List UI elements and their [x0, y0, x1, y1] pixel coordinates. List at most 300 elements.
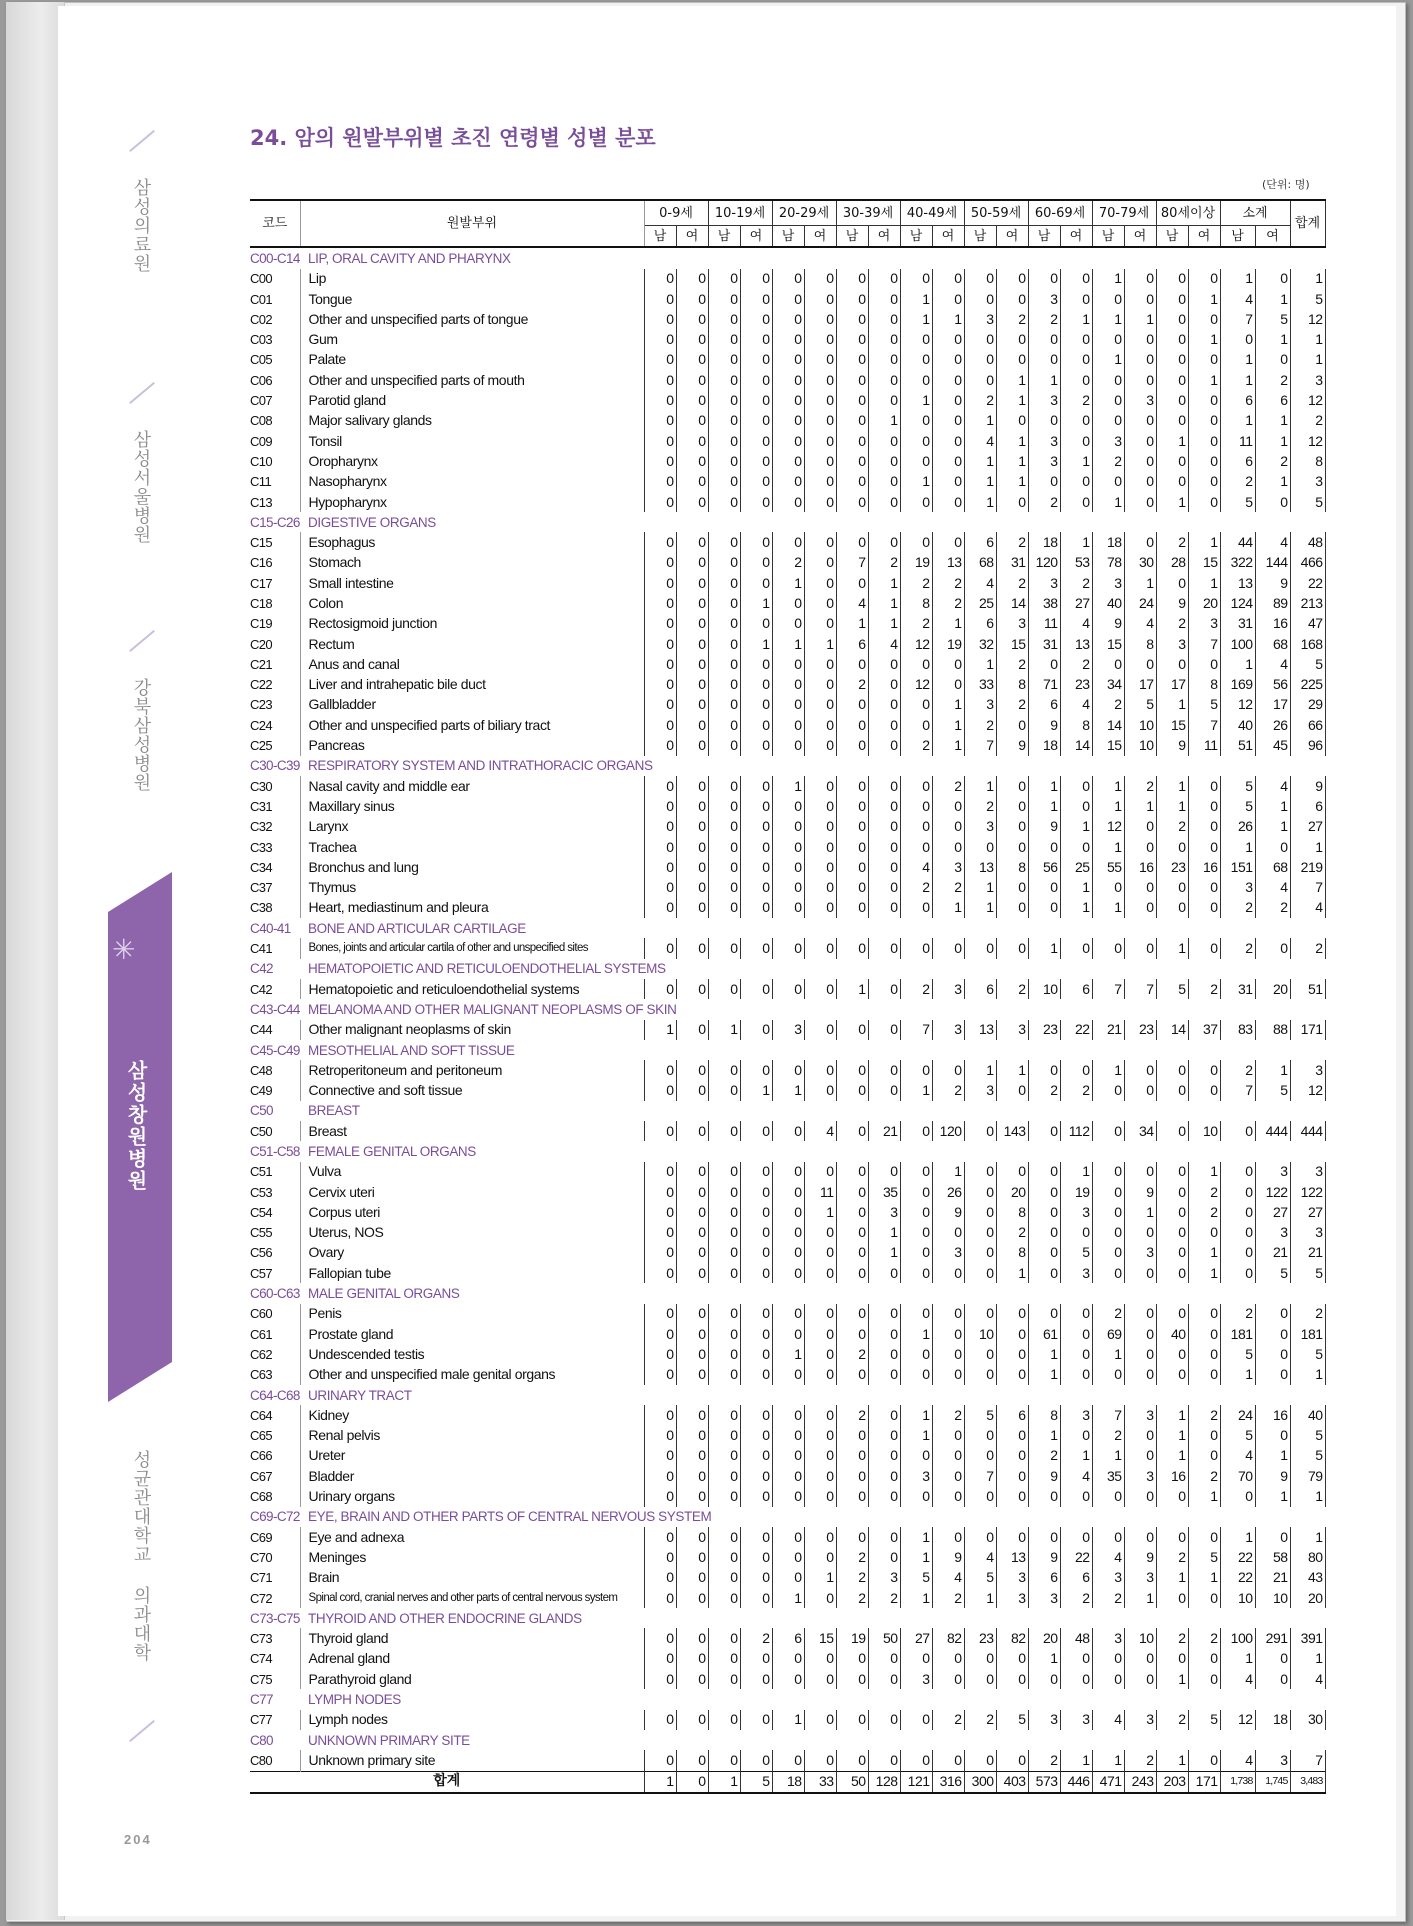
count-cell: 0: [996, 1426, 1028, 1446]
count-cell: 7: [1220, 309, 1255, 329]
site-name: Tongue: [300, 289, 644, 309]
group-title: BREAST: [308, 1103, 360, 1119]
table-row: [250, 1060, 1325, 1080]
count-cell: 2: [836, 675, 868, 695]
count-cell: 0: [836, 1121, 868, 1141]
count-cell: 0: [1124, 1324, 1156, 1344]
site-code: C37: [250, 878, 300, 898]
count-cell: 0: [772, 1060, 804, 1080]
count-cell: 14: [1156, 1020, 1188, 1040]
count-cell: 0: [804, 269, 836, 289]
table-row: [250, 492, 1325, 512]
count-cell: 0: [1092, 1080, 1124, 1100]
table-row: [250, 431, 1325, 451]
count-cell: 3: [1255, 1750, 1290, 1771]
count-cell: 0: [1060, 1669, 1092, 1689]
header-male: 남: [964, 226, 996, 248]
site-code: C10: [250, 451, 300, 471]
count-cell: 1: [1028, 1426, 1060, 1446]
count-cell: 0: [836, 1162, 868, 1182]
count-cell: 0: [740, 1446, 772, 1466]
site-name: Larynx: [300, 817, 644, 837]
count-cell: 0: [804, 817, 836, 837]
site-name: Urinary organs: [300, 1486, 644, 1506]
count-cell: 8: [996, 1202, 1028, 1222]
count-cell: 0: [804, 1588, 836, 1608]
count-cell: 0: [708, 1628, 740, 1648]
count-cell: 40: [1220, 715, 1255, 735]
site-code: C34: [250, 857, 300, 877]
count-cell: 0: [1028, 411, 1060, 431]
group-title: LIP, ORAL CAVITY AND PHARYNX: [308, 250, 511, 266]
count-cell: 9: [1290, 776, 1325, 796]
count-cell: 11: [1028, 614, 1060, 634]
count-cell: 3: [1220, 878, 1255, 898]
group-row: [250, 1608, 1325, 1628]
table-row: [250, 1365, 1325, 1385]
count-cell: 0: [932, 1669, 964, 1689]
count-cell: 0: [804, 1426, 836, 1446]
total-cell: 18: [772, 1771, 804, 1793]
count-cell: 5: [1188, 1547, 1220, 1567]
count-cell: 3: [996, 1588, 1028, 1608]
count-cell: 0: [964, 1527, 996, 1547]
count-cell: 122: [1255, 1182, 1290, 1202]
group-title: MELANOMA AND OTHER MALIGNANT NEOPLASMS OF SKIN: [308, 1001, 677, 1017]
count-cell: 1: [900, 1547, 932, 1567]
count-cell: 0: [932, 837, 964, 857]
count-cell: 5: [1188, 695, 1220, 715]
count-cell: 19: [900, 553, 932, 573]
count-cell: 0: [1060, 1324, 1092, 1344]
count-cell: 8: [1290, 451, 1325, 471]
count-cell: 0: [932, 1223, 964, 1243]
count-cell: 0: [1092, 472, 1124, 492]
count-cell: 31: [1220, 614, 1255, 634]
count-cell: 1: [1156, 1426, 1188, 1446]
count-cell: 11: [1188, 735, 1220, 755]
count-cell: 0: [1028, 654, 1060, 674]
count-cell: 0: [708, 1588, 740, 1608]
count-cell: 0: [868, 938, 900, 958]
site-name: Parotid gland: [300, 390, 644, 410]
count-cell: 1: [836, 979, 868, 999]
count-cell: 0: [1188, 350, 1220, 370]
header-female: 여: [1124, 226, 1156, 248]
count-cell: 0: [1092, 1121, 1124, 1141]
count-cell: 171: [1290, 1020, 1325, 1040]
count-cell: 0: [1188, 472, 1220, 492]
count-cell: 0: [868, 329, 900, 349]
site-code: C51: [250, 1162, 300, 1182]
count-cell: 0: [1028, 1304, 1060, 1324]
count-cell: 12: [900, 634, 932, 654]
count-cell: 58: [1255, 1547, 1290, 1567]
site-code: C11: [250, 472, 300, 492]
count-cell: 7: [964, 1466, 996, 1486]
count-cell: 0: [644, 1223, 676, 1243]
count-cell: 1: [900, 309, 932, 329]
site-name: Nasopharynx: [300, 472, 644, 492]
count-cell: 0: [900, 411, 932, 431]
count-cell: 0: [644, 898, 676, 918]
count-cell: 0: [996, 938, 1028, 958]
count-cell: 0: [644, 1750, 676, 1771]
header-age-group: 50-59세: [964, 200, 1028, 226]
count-cell: 44: [1220, 532, 1255, 552]
group-row: [250, 1730, 1325, 1750]
count-cell: 0: [868, 1750, 900, 1771]
count-cell: 0: [804, 1547, 836, 1567]
count-cell: 0: [804, 675, 836, 695]
count-cell: 0: [740, 370, 772, 390]
count-cell: 0: [1156, 1527, 1188, 1547]
count-cell: 2: [740, 1628, 772, 1648]
count-cell: 0: [932, 411, 964, 431]
site-code: C19: [250, 614, 300, 634]
count-cell: 10: [1255, 1588, 1290, 1608]
count-cell: 0: [836, 1020, 868, 1040]
count-cell: 2: [1188, 979, 1220, 999]
count-cell: 0: [836, 269, 868, 289]
count-cell: 0: [804, 695, 836, 715]
page-title: 24. 암의 원발부위별 초진 연령별 성별 분포: [250, 126, 656, 150]
count-cell: 2: [1028, 1080, 1060, 1100]
count-cell: 2: [964, 1710, 996, 1730]
count-cell: 0: [900, 1304, 932, 1324]
count-cell: 0: [900, 532, 932, 552]
table-row: [250, 979, 1325, 999]
count-cell: 3: [1028, 1588, 1060, 1608]
count-cell: 3: [996, 1568, 1028, 1588]
count-cell: 0: [964, 1202, 996, 1222]
count-cell: 0: [1028, 329, 1060, 349]
count-cell: 0: [740, 938, 772, 958]
count-cell: 1: [1188, 1486, 1220, 1506]
site-code: C30: [250, 776, 300, 796]
count-cell: 0: [1156, 472, 1188, 492]
count-cell: 0: [1220, 1486, 1255, 1506]
count-cell: 0: [740, 735, 772, 755]
count-cell: 0: [996, 1344, 1028, 1364]
count-cell: 0: [1028, 1202, 1060, 1222]
count-cell: 122: [1290, 1182, 1325, 1202]
header-female: 여: [932, 226, 964, 248]
count-cell: 1: [1092, 776, 1124, 796]
count-cell: 0: [676, 938, 708, 958]
count-cell: 96: [1290, 735, 1325, 755]
count-cell: 22: [1060, 1020, 1092, 1040]
count-cell: 0: [996, 269, 1028, 289]
count-cell: 9: [1092, 614, 1124, 634]
group-code: C77: [250, 1692, 273, 1708]
site-code: C05: [250, 350, 300, 370]
count-cell: 0: [1188, 878, 1220, 898]
count-cell: 1: [1290, 1486, 1325, 1506]
count-cell: 1: [1255, 289, 1290, 309]
count-cell: 0: [1255, 1649, 1290, 1669]
table-row: [250, 1121, 1325, 1141]
count-cell: 3: [1124, 1243, 1156, 1263]
count-cell: 43: [1290, 1568, 1325, 1588]
count-cell: 0: [836, 431, 868, 451]
count-cell: 0: [1124, 1649, 1156, 1669]
divider-slash: [129, 630, 155, 652]
count-cell: 0: [676, 634, 708, 654]
count-cell: 0: [1156, 1243, 1188, 1263]
count-cell: 1: [1156, 1669, 1188, 1689]
count-cell: 0: [1124, 654, 1156, 674]
count-cell: 0: [676, 1466, 708, 1486]
count-cell: 0: [708, 573, 740, 593]
count-cell: 0: [1255, 1669, 1290, 1689]
count-cell: 0: [708, 1649, 740, 1669]
count-cell: 0: [644, 614, 676, 634]
table-row: [250, 1446, 1325, 1466]
count-cell: 5: [1156, 979, 1188, 999]
count-cell: 0: [932, 329, 964, 349]
count-cell: 4: [1060, 614, 1092, 634]
count-cell: 1: [772, 634, 804, 654]
count-cell: 14: [996, 593, 1028, 613]
count-cell: 34: [1092, 675, 1124, 695]
count-cell: 0: [1156, 1060, 1188, 1080]
count-cell: 0: [964, 1162, 996, 1182]
count-cell: 4: [868, 634, 900, 654]
count-cell: 2: [868, 553, 900, 573]
count-cell: 0: [932, 1324, 964, 1344]
count-cell: 6: [1290, 796, 1325, 816]
count-cell: 15: [1092, 634, 1124, 654]
count-cell: 0: [1124, 532, 1156, 552]
count-cell: 0: [676, 1182, 708, 1202]
count-cell: 0: [644, 532, 676, 552]
count-cell: 0: [1255, 269, 1290, 289]
count-cell: 3: [1028, 431, 1060, 451]
count-cell: 0: [932, 492, 964, 512]
count-cell: 4: [1220, 289, 1255, 309]
count-cell: 27: [1060, 593, 1092, 613]
count-cell: 1: [1028, 1365, 1060, 1385]
count-cell: 0: [676, 735, 708, 755]
site-name: Penis: [300, 1304, 644, 1324]
count-cell: 4: [1060, 695, 1092, 715]
count-cell: 0: [804, 1405, 836, 1425]
count-cell: 0: [1060, 776, 1092, 796]
count-cell: 0: [1156, 1344, 1188, 1364]
site-code: C23: [250, 695, 300, 715]
count-cell: 0: [644, 1547, 676, 1567]
count-cell: 4: [1255, 532, 1290, 552]
count-cell: 2: [1060, 1588, 1092, 1608]
count-cell: 1: [964, 1588, 996, 1608]
count-cell: 3: [932, 1243, 964, 1263]
count-cell: 0: [1092, 390, 1124, 410]
count-cell: 0: [708, 1202, 740, 1222]
count-cell: 0: [676, 1527, 708, 1547]
count-cell: 0: [932, 938, 964, 958]
count-cell: 0: [772, 350, 804, 370]
count-cell: 0: [644, 817, 676, 837]
count-cell: 0: [868, 289, 900, 309]
count-cell: 1: [1092, 492, 1124, 512]
count-cell: 1: [1188, 532, 1220, 552]
count-cell: 1: [1092, 309, 1124, 329]
site-name: Breast: [300, 1121, 644, 1141]
count-cell: 0: [1188, 309, 1220, 329]
count-cell: 0: [1028, 1669, 1060, 1689]
count-cell: 0: [644, 857, 676, 877]
table-row: [250, 309, 1325, 329]
count-cell: 0: [1028, 1162, 1060, 1182]
count-cell: 0: [644, 1628, 676, 1648]
group-title: UNKNOWN PRIMARY SITE: [308, 1732, 470, 1748]
count-cell: 0: [932, 269, 964, 289]
count-cell: 2: [996, 573, 1028, 593]
count-cell: 0: [644, 715, 676, 735]
count-cell: 0: [964, 269, 996, 289]
count-cell: 0: [836, 329, 868, 349]
count-cell: 0: [836, 1060, 868, 1080]
count-cell: 0: [1092, 329, 1124, 349]
count-cell: 0: [804, 1365, 836, 1385]
site-code: C31: [250, 796, 300, 816]
count-cell: 0: [1188, 1649, 1220, 1669]
count-cell: 1: [1290, 350, 1325, 370]
count-cell: 0: [1188, 411, 1220, 431]
count-cell: 2: [1220, 1060, 1255, 1080]
count-cell: 0: [964, 329, 996, 349]
group-title: BONE AND ARTICULAR CARTILAGE: [308, 920, 526, 936]
count-cell: 13: [964, 857, 996, 877]
count-cell: 0: [676, 837, 708, 857]
count-cell: 0: [996, 837, 1028, 857]
count-cell: 1: [772, 1710, 804, 1730]
count-cell: 1: [1156, 938, 1188, 958]
count-cell: 0: [708, 1466, 740, 1486]
count-cell: 0: [868, 1649, 900, 1669]
count-cell: 0: [772, 938, 804, 958]
count-cell: 1: [996, 370, 1028, 390]
count-cell: 0: [772, 654, 804, 674]
count-cell: 7: [1290, 1750, 1325, 1771]
count-cell: 0: [772, 1263, 804, 1283]
count-cell: 0: [740, 1344, 772, 1364]
count-cell: 0: [708, 289, 740, 309]
count-cell: 0: [836, 837, 868, 857]
count-cell: 2: [1060, 573, 1092, 593]
count-cell: 20: [1255, 979, 1290, 999]
count-cell: 13: [932, 553, 964, 573]
total-cell: 573: [1028, 1771, 1060, 1793]
count-cell: 0: [804, 715, 836, 735]
count-cell: 0: [740, 715, 772, 735]
count-cell: 0: [1124, 1162, 1156, 1182]
count-cell: 0: [708, 938, 740, 958]
count-cell: 0: [996, 898, 1028, 918]
count-cell: 7: [1124, 979, 1156, 999]
count-cell: 1: [804, 1202, 836, 1222]
count-cell: 0: [1028, 837, 1060, 857]
count-cell: 3: [1028, 289, 1060, 309]
header-total: 합계: [1290, 200, 1325, 247]
count-cell: 20: [1188, 593, 1220, 613]
count-cell: 0: [804, 431, 836, 451]
count-cell: 1: [708, 1020, 740, 1040]
count-cell: 0: [868, 898, 900, 918]
count-cell: 1: [1124, 309, 1156, 329]
count-cell: 0: [836, 796, 868, 816]
group-row: [250, 1040, 1325, 1060]
count-cell: 0: [676, 1243, 708, 1263]
count-cell: 0: [836, 1182, 868, 1202]
count-cell: 0: [868, 1304, 900, 1324]
count-cell: 0: [772, 715, 804, 735]
count-cell: 0: [964, 1121, 996, 1141]
count-cell: 2: [900, 878, 932, 898]
count-cell: 0: [676, 472, 708, 492]
count-cell: 0: [1060, 1486, 1092, 1506]
group-title: THYROID AND OTHER ENDOCRINE GLANDS: [308, 1610, 582, 1626]
count-cell: 6: [1220, 451, 1255, 471]
count-cell: 2: [836, 1405, 868, 1425]
count-cell: 1: [1290, 1365, 1325, 1385]
count-cell: 0: [1124, 1344, 1156, 1364]
group-row: [250, 1507, 1325, 1527]
count-cell: 0: [676, 715, 708, 735]
header-site: 원발부위: [300, 200, 644, 247]
count-cell: 0: [676, 1547, 708, 1567]
site-name: Rectosigmoid junction: [300, 614, 644, 634]
count-cell: 0: [1092, 370, 1124, 390]
count-cell: 0: [740, 878, 772, 898]
site-name: Other malignant neoplasms of skin: [300, 1020, 644, 1040]
count-cell: 0: [836, 1365, 868, 1385]
count-cell: 0: [804, 451, 836, 471]
count-cell: 0: [644, 431, 676, 451]
count-cell: 0: [900, 329, 932, 349]
count-cell: 2: [900, 573, 932, 593]
divider-slash: [129, 130, 155, 152]
count-cell: 0: [836, 776, 868, 796]
site-code: C08: [250, 411, 300, 431]
book-spine: [6, 2, 65, 1920]
count-cell: 0: [868, 1486, 900, 1506]
count-cell: 2: [932, 1710, 964, 1730]
count-cell: 0: [740, 492, 772, 512]
count-cell: 0: [740, 309, 772, 329]
count-cell: 15: [804, 1628, 836, 1648]
count-cell: 0: [676, 776, 708, 796]
count-cell: 0: [996, 776, 1028, 796]
count-cell: 0: [740, 1486, 772, 1506]
count-cell: 0: [708, 715, 740, 735]
count-cell: 0: [644, 675, 676, 695]
total-cell: 0: [676, 1771, 708, 1793]
count-cell: 7: [1220, 1080, 1255, 1100]
count-cell: 0: [1124, 350, 1156, 370]
site-code: C13: [250, 492, 300, 512]
count-cell: 0: [1220, 1243, 1255, 1263]
count-cell: 21: [868, 1121, 900, 1141]
count-cell: 8: [996, 1243, 1028, 1263]
count-cell: 0: [676, 857, 708, 877]
count-cell: 10: [1124, 735, 1156, 755]
count-cell: 0: [836, 309, 868, 329]
count-cell: 0: [1124, 817, 1156, 837]
count-cell: 16: [1156, 1466, 1188, 1486]
count-cell: 0: [708, 898, 740, 918]
